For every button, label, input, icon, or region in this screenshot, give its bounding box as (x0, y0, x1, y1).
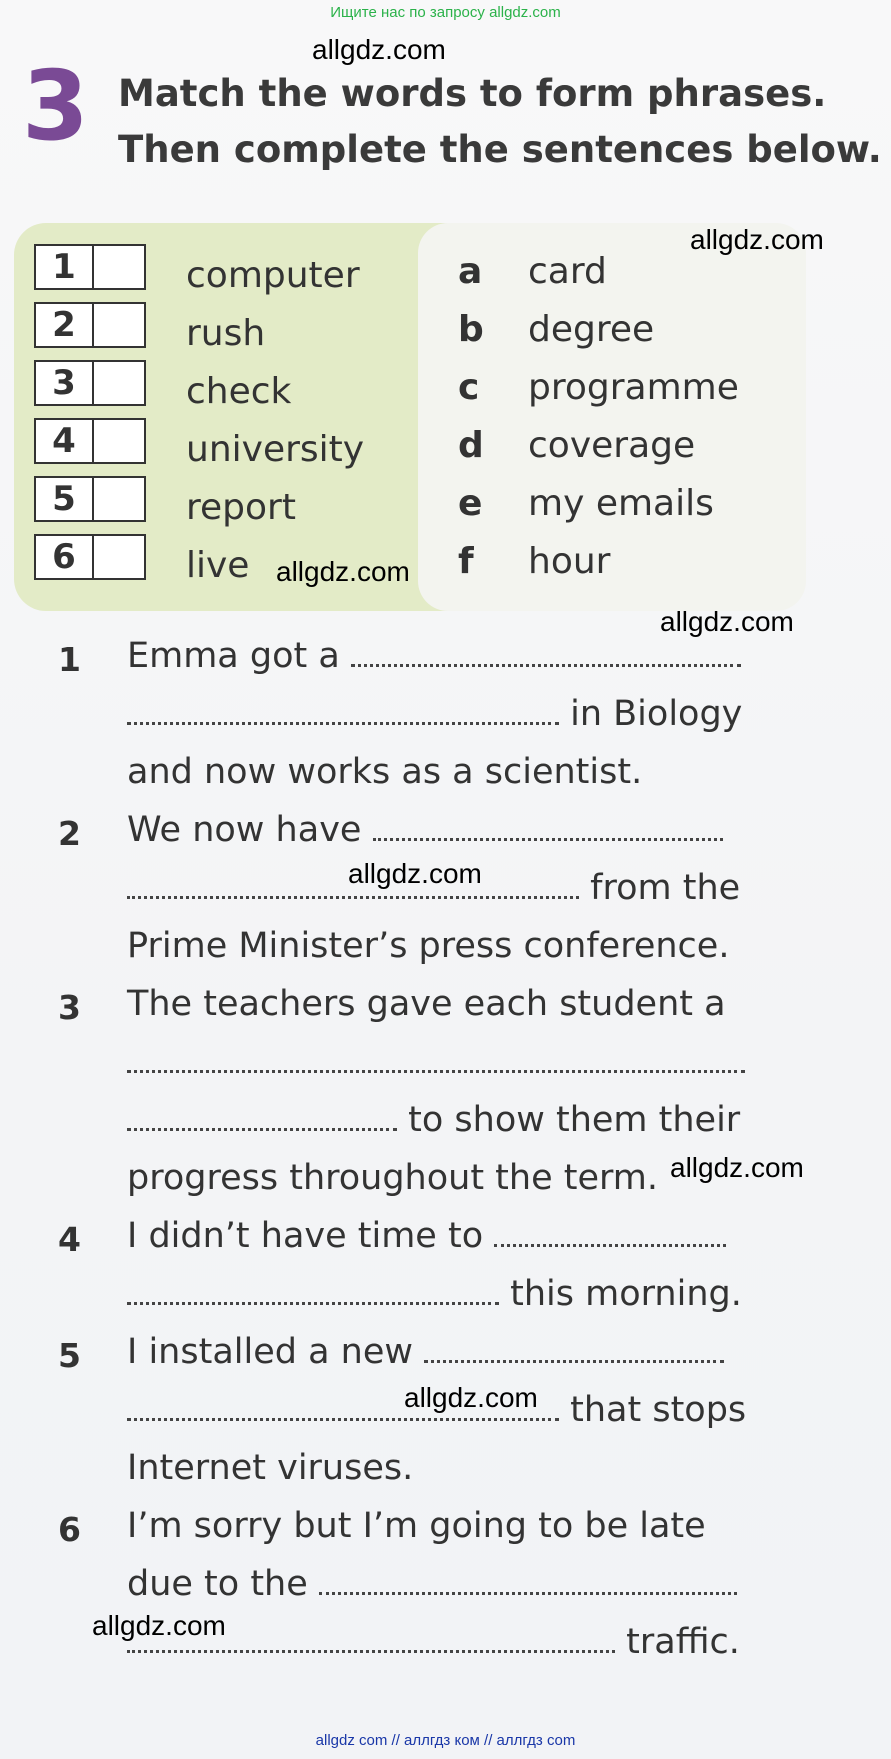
sentence-text: that stops (570, 1390, 747, 1430)
sentence-4-line-1 (127, 1216, 726, 1256)
watermark: allgdz.com (276, 556, 410, 587)
sentence-1-line-1 (127, 636, 741, 676)
instruction-line-2: Then complete the sentences below. (118, 128, 882, 171)
answer-blank[interactable] (319, 1586, 737, 1595)
answer-blank[interactable] (127, 1122, 397, 1131)
item-number: 5 (36, 478, 94, 520)
item-number: 1 (36, 246, 94, 288)
watermark: allgdz.com (690, 224, 824, 255)
answer-slot[interactable] (94, 246, 144, 288)
answer-box-3[interactable] (34, 360, 146, 406)
answer-box-2[interactable] (34, 302, 146, 348)
left-word: check (186, 371, 292, 412)
right-letter: c (458, 367, 480, 408)
instruction-line-1: Match the words to form phrases. (118, 72, 827, 115)
footer-links[interactable]: allgdz com // аллгдз ком // аллгдз com (315, 1732, 576, 1749)
sentence-2-line-1 (127, 810, 723, 850)
sentence-number: 6 (58, 1510, 81, 1549)
sentence-number: 3 (58, 988, 81, 1027)
sentence-number: 1 (58, 640, 81, 679)
sentence-number: 5 (58, 1336, 81, 1375)
item-number: 4 (36, 420, 94, 462)
header-link[interactable]: Ищите нас по запросу allgdz.com (330, 4, 561, 21)
answer-box-1[interactable] (34, 244, 146, 290)
right-letter: a (458, 251, 483, 292)
sentence-6-line-1: I’m sorry but I’m going to be late (127, 1506, 706, 1546)
right-letter: e (458, 483, 483, 524)
answer-blank[interactable] (351, 658, 741, 667)
sentence-3-line-2 (127, 1042, 745, 1082)
sentence-number: 4 (58, 1220, 81, 1259)
sentence-3-line-1: The teachers gave each student a (127, 984, 726, 1024)
sentence-text: in Biology (570, 694, 743, 734)
sentence-1-line-3: and now works as a scientist. (127, 752, 643, 792)
watermark: allgdz.com (660, 606, 794, 637)
exercise-number: 3 (22, 50, 89, 162)
sentence-text: traffic. (626, 1622, 740, 1662)
sentence-text: from the (590, 868, 741, 908)
watermark: allgdz.com (92, 1610, 226, 1641)
left-word: computer (186, 255, 360, 296)
right-word: card (528, 251, 607, 292)
sentence-text: due to the (127, 1564, 308, 1604)
right-letter: b (458, 309, 484, 350)
answer-box-6[interactable] (34, 534, 146, 580)
answer-blank[interactable] (127, 1064, 745, 1073)
answer-blank[interactable] (127, 890, 579, 899)
sentence-text: this morning. (510, 1274, 742, 1314)
right-letter: d (458, 425, 484, 466)
sentence-text: Emma got a (127, 636, 340, 676)
item-number: 3 (36, 362, 94, 404)
item-number: 6 (36, 536, 94, 578)
answer-slot[interactable] (94, 362, 144, 404)
answer-slot[interactable] (94, 536, 144, 578)
answer-slot[interactable] (94, 420, 144, 462)
right-word: degree (528, 309, 655, 350)
answer-blank[interactable] (127, 1296, 499, 1305)
sentence-4-line-2 (127, 1274, 742, 1314)
sentence-text: I installed a new (127, 1332, 413, 1372)
left-word: rush (186, 313, 266, 354)
sentence-1-line-2 (127, 694, 742, 734)
answer-blank[interactable] (494, 1238, 726, 1247)
answer-box-5[interactable] (34, 476, 146, 522)
watermark: allgdz.com (404, 1382, 538, 1413)
sentence-text: I didn’t have time to (127, 1216, 484, 1256)
left-word: university (186, 429, 365, 470)
right-word: programme (528, 367, 739, 408)
sentence-3-line-4: progress throughout the term. (127, 1158, 658, 1198)
sentence-2-line-3: Prime Minister’s press conference. (127, 926, 730, 966)
right-word: hour (528, 541, 611, 582)
sentence-5-line-3: Internet viruses. (127, 1448, 414, 1488)
left-word: report (186, 487, 296, 528)
right-word: coverage (528, 425, 696, 466)
watermark: allgdz.com (670, 1152, 804, 1183)
sentence-3-line-3 (127, 1100, 740, 1140)
answer-blank[interactable] (373, 832, 723, 841)
sentence-text: to show them their (408, 1100, 741, 1140)
sentence-number: 2 (58, 814, 81, 853)
answer-blank[interactable] (127, 1644, 615, 1653)
sentence-5-line-1 (127, 1332, 724, 1372)
answer-slot[interactable] (94, 304, 144, 346)
left-word: live (186, 545, 250, 586)
sentence-6-line-2 (127, 1564, 737, 1604)
right-letter: f (458, 541, 474, 582)
right-word: my emails (528, 483, 714, 524)
watermark: allgdz.com (348, 858, 482, 889)
sentence-text: We now have (127, 810, 362, 850)
watermark: allgdz.com (312, 34, 446, 65)
answer-box-4[interactable] (34, 418, 146, 464)
answer-slot[interactable] (94, 478, 144, 520)
answer-blank[interactable] (127, 716, 559, 725)
item-number: 2 (36, 304, 94, 346)
answer-blank[interactable] (424, 1354, 724, 1363)
